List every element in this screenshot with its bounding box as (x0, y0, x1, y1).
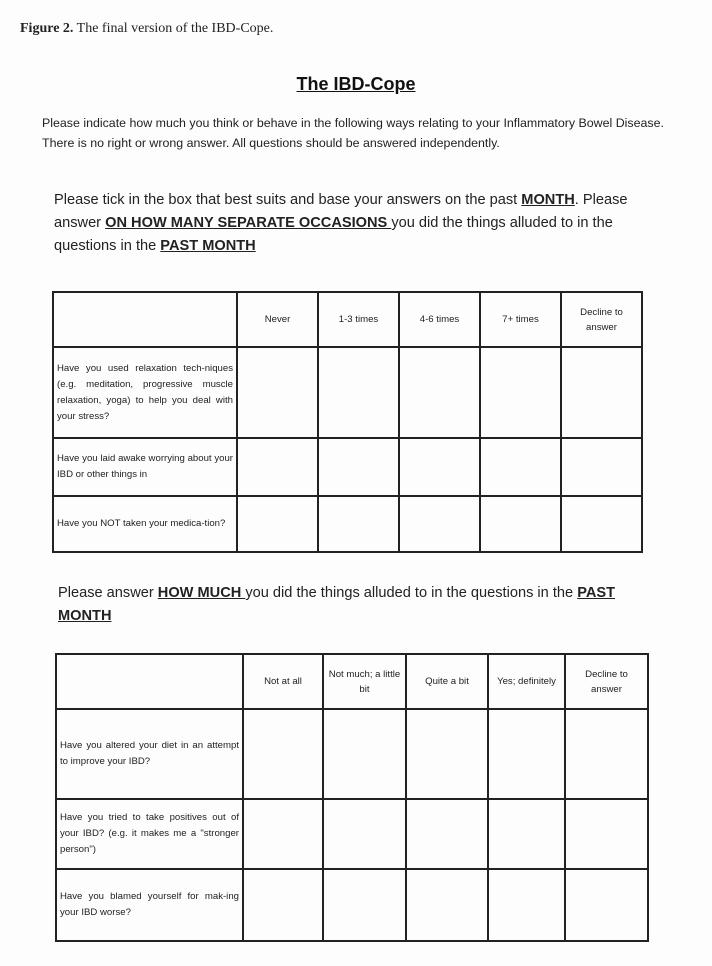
section1-instruction-text: Please tick in the box that best suits and base your answers on the past (54, 192, 522, 208)
answer-checkbox-cell[interactable] (561, 438, 642, 496)
question-cell: Have you altered your diet in an attempt to improve your IBD? (56, 709, 243, 799)
answer-checkbox-cell[interactable] (243, 799, 323, 869)
answer-checkbox-cell[interactable] (318, 496, 399, 552)
table-row (53, 496, 642, 552)
answer-checkbox-cell[interactable] (323, 709, 406, 799)
section1-instruction (54, 189, 654, 258)
answer-checkbox-cell[interactable] (561, 347, 642, 438)
answer-checkbox-cell[interactable] (565, 869, 648, 941)
option-header: 1-3 times (318, 292, 399, 347)
table-row (56, 869, 648, 941)
option-header: Never (237, 292, 318, 347)
answer-checkbox-cell[interactable] (318, 438, 399, 496)
question-cell: Have you NOT taken your medica-tion? (53, 496, 237, 552)
answer-checkbox-cell[interactable] (323, 799, 406, 869)
table-row (56, 709, 648, 799)
answer-checkbox-cell[interactable] (565, 709, 648, 799)
option-header: 4-6 times (399, 292, 480, 347)
answer-checkbox-cell[interactable] (399, 347, 480, 438)
option-header: 7+ times (480, 292, 561, 347)
table-row (53, 347, 642, 438)
answer-checkbox-cell[interactable] (323, 869, 406, 941)
answer-checkbox-cell[interactable] (237, 347, 318, 438)
answer-checkbox-cell[interactable] (480, 496, 561, 552)
answer-checkbox-cell[interactable] (406, 799, 488, 869)
frequency-table (52, 291, 643, 553)
table-header-row (53, 292, 642, 347)
section1-instruction-text: . Please answer (54, 192, 628, 231)
figure-caption-text: The final version of the IBD-Cope. (76, 21, 274, 36)
figure-caption (20, 21, 273, 37)
option-header: Yes; definitely (488, 654, 565, 709)
answer-checkbox-cell[interactable] (243, 709, 323, 799)
table-row (56, 799, 648, 869)
answer-checkbox-cell[interactable] (480, 438, 561, 496)
question-cell: Have you used relaxation tech-niques (e.g. meditation, progressive muscle relaxation, yoga) to help you deal with your stress? (53, 347, 237, 438)
figure-label: Figure 2. (20, 21, 74, 36)
answer-checkbox-cell[interactable] (406, 869, 488, 941)
answer-checkbox-cell[interactable] (318, 347, 399, 438)
section2-emphasis-past-month: PAST MONTH (58, 585, 616, 624)
option-header: Decline to answer (561, 292, 642, 347)
question-cell: Have you laid awake worrying about your IBD or other things in (53, 438, 237, 496)
question-cell: Have you tried to take positives out of your IBD? (e.g. it makes me a "stronger person") (56, 799, 243, 869)
option-header: Not much; a little bit (323, 654, 406, 709)
answer-checkbox-cell[interactable] (237, 438, 318, 496)
option-header: Not at all (243, 654, 323, 709)
section1-emphasis-month: MONTH (521, 192, 575, 208)
table-header-row (56, 654, 648, 709)
section1-emphasis-occasions: ON HOW MANY SEPARATE OCCASIONS (105, 215, 392, 231)
document-title: The IBD-Cope (296, 74, 416, 94)
header-blank-cell (53, 292, 237, 347)
answer-checkbox-cell[interactable] (406, 709, 488, 799)
section2-instruction-text: you did the things alluded to in the questions in the (245, 585, 578, 601)
answer-checkbox-cell[interactable] (480, 347, 561, 438)
answer-checkbox-cell[interactable] (399, 496, 480, 552)
answer-checkbox-cell[interactable] (565, 799, 648, 869)
section2-emphasis-how-much: HOW MUCH (157, 585, 246, 601)
answer-checkbox-cell[interactable] (561, 496, 642, 552)
section2-instruction-text: Please answer (58, 585, 158, 601)
option-header: Decline to answer (565, 654, 648, 709)
answer-checkbox-cell[interactable] (399, 438, 480, 496)
question-cell: Have you blamed yourself for mak-ing your IBD worse? (56, 869, 243, 941)
option-header: Quite a bit (406, 654, 488, 709)
section2-instruction (58, 582, 658, 628)
header-blank-cell (56, 654, 243, 709)
section1-instruction-text: you did the things alluded to in the questions in the (54, 215, 613, 254)
answer-checkbox-cell[interactable] (488, 869, 565, 941)
section1-emphasis-past-month: PAST MONTH (160, 238, 256, 254)
answer-checkbox-cell[interactable] (243, 869, 323, 941)
table-row (53, 438, 642, 496)
answer-checkbox-cell[interactable] (488, 709, 565, 799)
intro-paragraph: Please indicate how much you think or behave in the following ways relating to your Inflammatory Bowel Disease. There is no right or wrong answer. All questions should be answered independently. (42, 116, 664, 150)
answer-checkbox-cell[interactable] (237, 496, 318, 552)
intensity-table (55, 653, 649, 942)
answer-checkbox-cell[interactable] (488, 799, 565, 869)
